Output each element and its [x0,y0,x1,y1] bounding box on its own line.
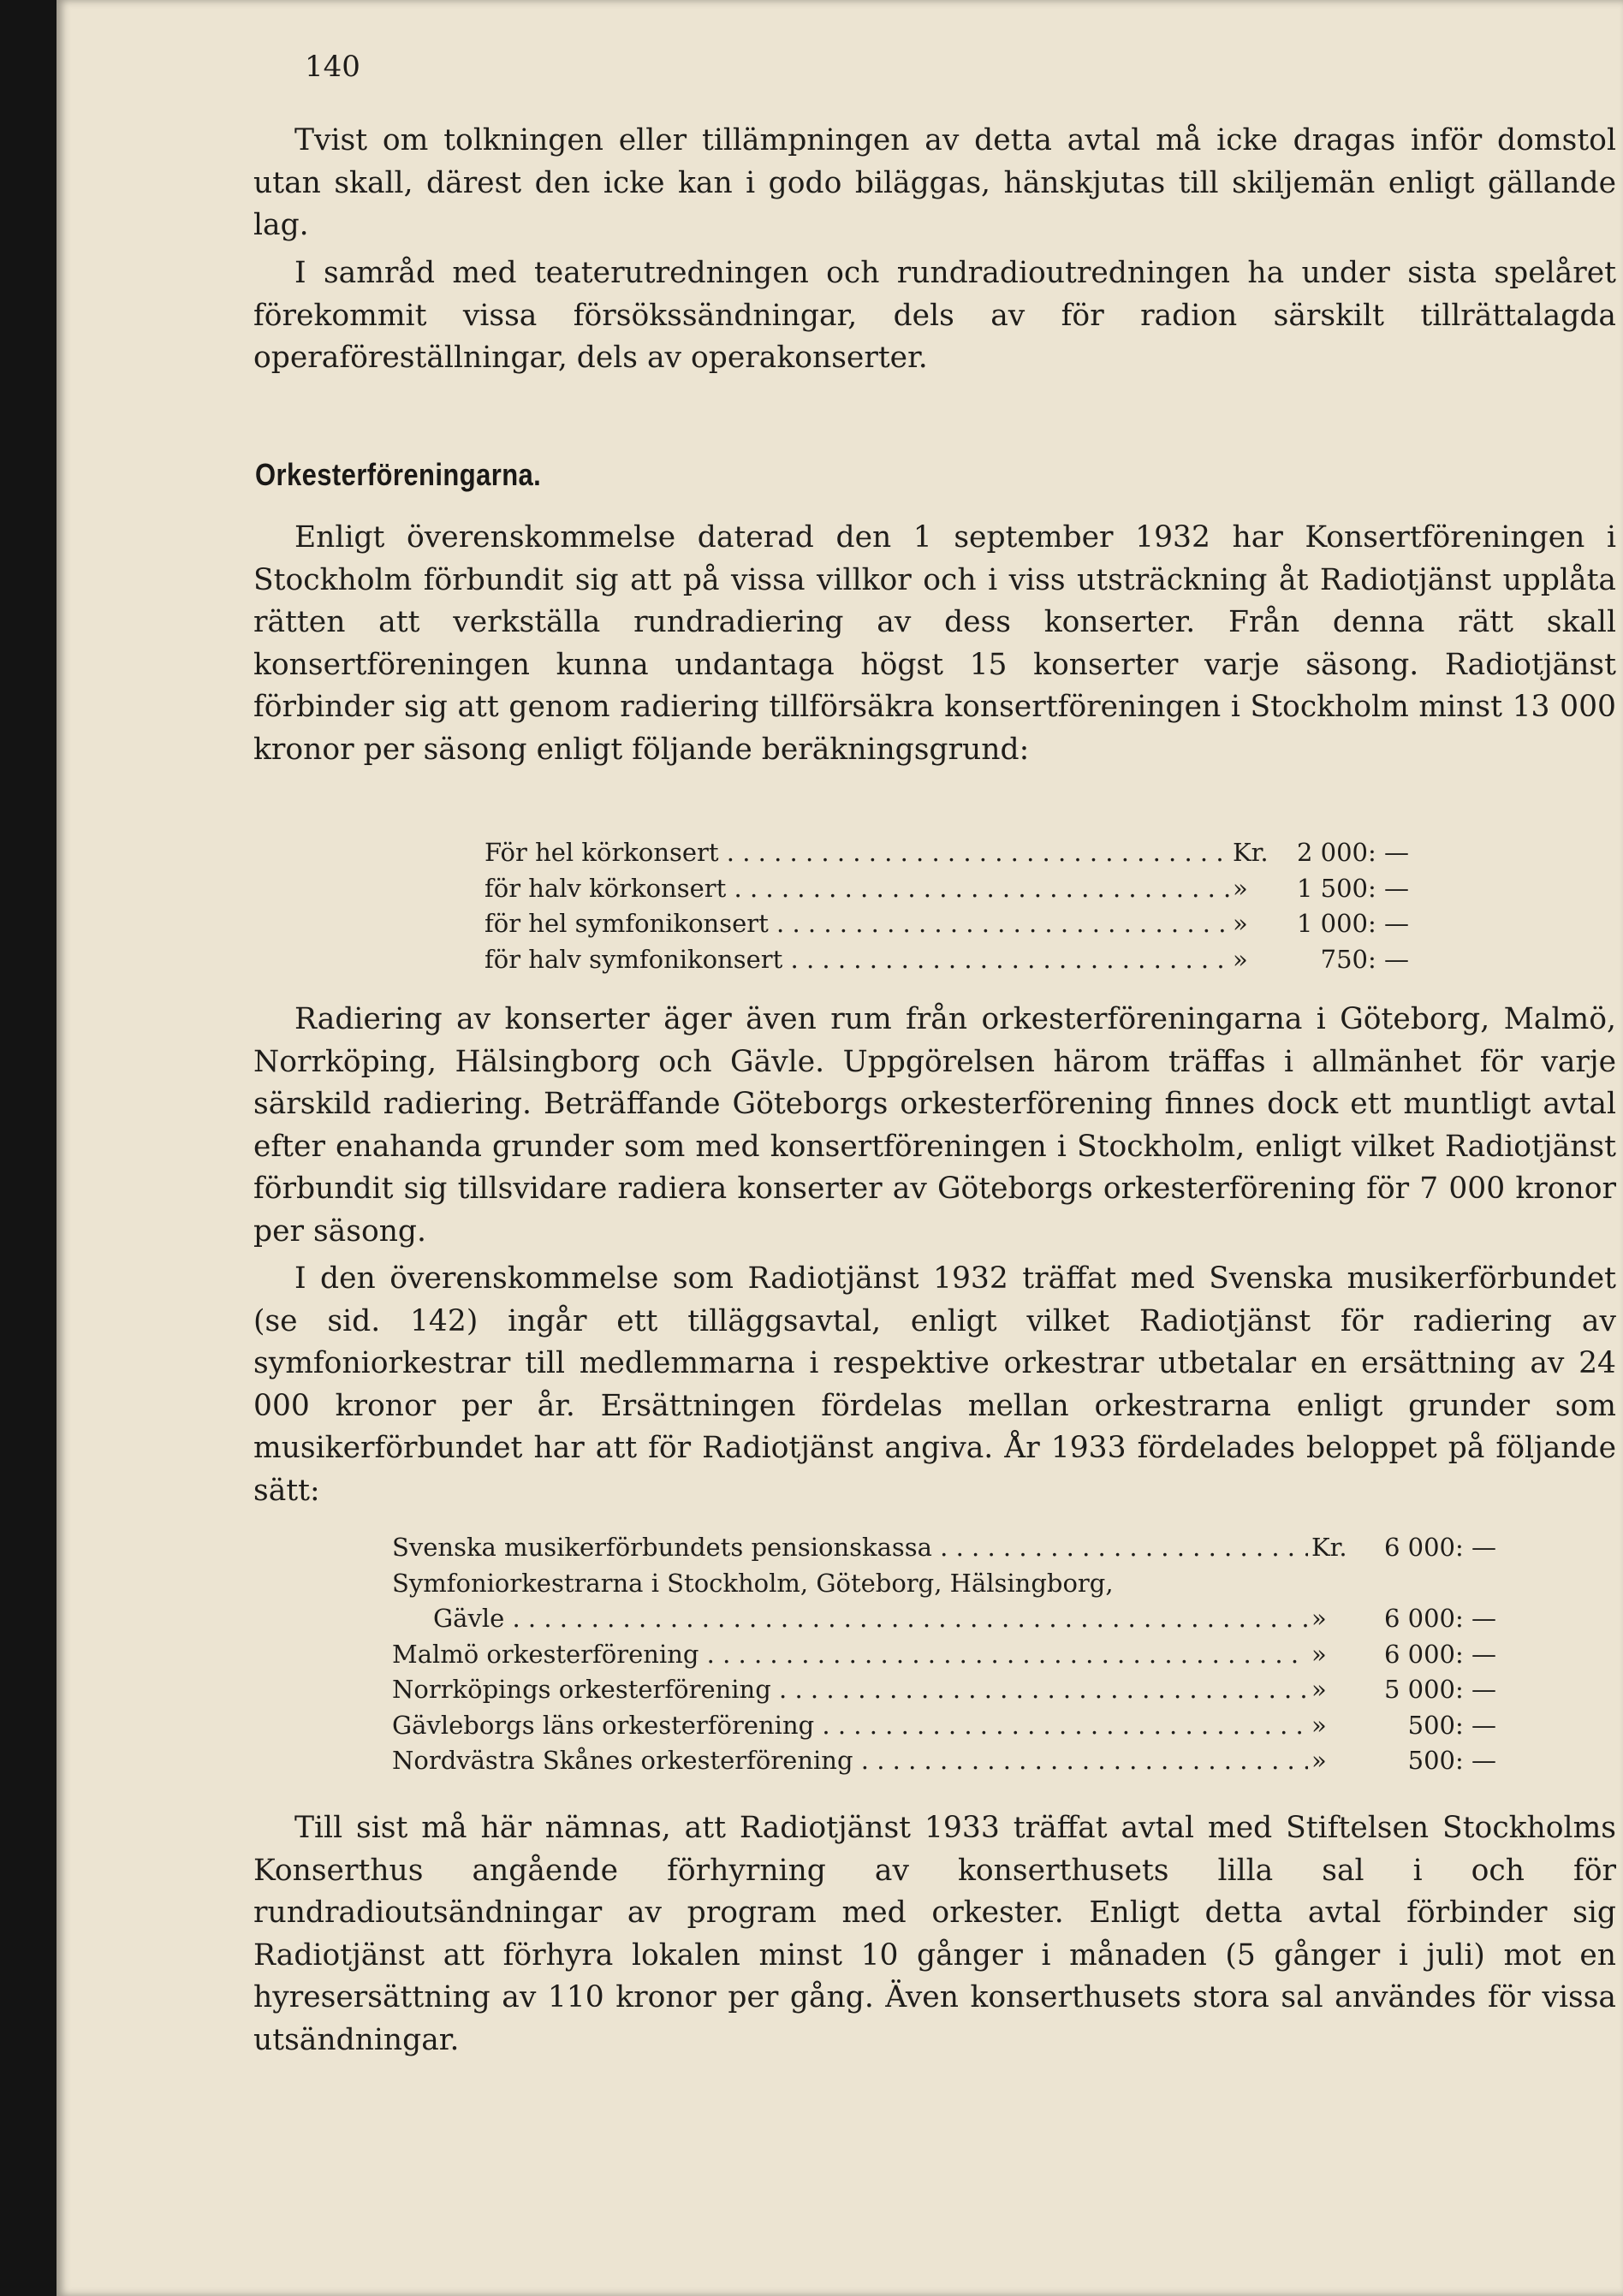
row-amount: 6 000: — [1383,1604,1496,1633]
paragraph-text: I samråd med teaterutredningen och rundradioutredningen ha under sista spelåret förekommit vissa försökssändningar, dels av för radion särskilt tillrättalagda operaföreställningar, dels av operakonserter. [253,256,1616,375]
row-label: Malmö orkesterförening . . . [392,1637,1308,1673]
row-label: Svenska musikerförbundets pensionskassa . . . [392,1530,1308,1566]
row-unit: » [1233,909,1248,938]
paragraph-konserthuset [253,1807,1616,2062]
row-unit: » [1233,944,1248,974]
row-unit: » [1311,1675,1327,1704]
table-row [392,1672,1496,1708]
table-row [392,1708,1496,1744]
paragraph-text: Till sist må här nämnas, att Radiotjänst 1933 träffat avtal med Stiftelsen Stockholms Konserthus angående förhyrning av konserthusets lilla sal i och för rundradioutsändningar av program med orkester. Enligt detta avtal förbinder sig Radiotjänst att förhyra lokalen minst 10 gånger i månaden (5 gånger i juli) mot en hyresersättning av 110 kronor per gång. Även konserthusets stora sal användes för vissa utsändningar. [253,1811,1616,2057]
row-amount: 6 000: — [1383,1639,1496,1669]
row-unit: Kr. [1311,1533,1347,1562]
row-amount: 2 000: — [1296,838,1409,867]
row-label: Norrköpings orkesterförening . . . [392,1672,1308,1708]
scanned-page [56,0,1623,2296]
paragraph-konsertforeningen [253,517,1616,771]
row-amount: 500: — [1407,1746,1496,1775]
paragraph-test-broadcasts [253,252,1616,380]
table-row [392,1601,1496,1637]
fee-table [485,835,1409,977]
row-unit: » [1311,1639,1327,1669]
table-row [392,1637,1496,1673]
row-unit: » [1233,873,1248,903]
paragraph-dispute [253,120,1616,247]
row-label: Gävleborgs läns orkesterförening . . . [392,1708,1308,1744]
table-row [392,1743,1496,1779]
row-amount: 1 000: — [1296,909,1409,938]
paragraph-other-orchestras [253,999,1616,1253]
row-label: för halv symfonikonsert . . . [485,942,1229,978]
row-amount: 500: — [1407,1710,1496,1740]
table-row [485,871,1409,907]
row-unit: » [1311,1710,1327,1740]
row-amount: 6 000: — [1383,1533,1496,1562]
paragraph-text: Enligt överenskommelse daterad den 1 september 1932 har Konsertföreningen i Stockholm förbundit sig att på vissa villkor och i viss utsträckning åt Radiotjänst upplåta rätten att verkställa rundradiering av dess konserter. Från denna rätt skall konsertföreningen kunna undantaga högst 15 konserter varje säsong. Radiotjänst förbinder sig att genom radiering tillförsäkra konsertföreningen i Stockholm minst 13 000 kronor per säsong enligt följande beräkningsgrund: [253,520,1616,767]
row-label: Nordvästra Skånes orkesterförening . . . [392,1743,1308,1779]
paragraph-musikerforbundet [253,1258,1616,1512]
row-label: För hel körkonsert . . . [485,835,1229,871]
table-row [392,1530,1496,1566]
row-label: Symfoniorkestrarna i Stockholm, Göteborg, Hälsingborg, [392,1568,1114,1598]
row-amount: 5 000: — [1383,1675,1496,1704]
paragraph-text: I den överenskommelse som Radiotjänst 1932 träffat med Svenska musikerförbundet (se sid. 142) ingår ett tilläggsavtal, enligt vilket Radiotjänst för radiering av symfoniorkestrar till medlemmarna i respektive orkestrar utbetalar en ersättning av 24 000 kronor per år. Ersättningen fördelas mellan orkestrarna enligt grunder som musikerförbundet har att för Radiotjänst angiva. År 1933 fördelades beloppet på följande sätt: [253,1261,1616,1508]
table-row [485,942,1409,978]
row-unit: » [1311,1746,1327,1775]
row-amount: 1 500: — [1296,873,1409,903]
table-row [392,1566,1496,1602]
table-row [485,835,1409,871]
row-label: för hel symfonikonsert . . . [485,906,1229,942]
table-row [485,906,1409,942]
distribution-table [392,1530,1496,1779]
section-heading: Orkesterföreningarna. [255,457,542,492]
row-unit: » [1311,1604,1327,1633]
row-label: för halv körkonsert . . . [485,871,1229,907]
row-unit: Kr. [1233,838,1269,867]
page-number: 140 [305,50,360,84]
row-amount: 750: — [1320,944,1409,974]
paragraph-text: Tvist om tolkningen eller tillämpningen av detta avtal må icke dragas inför domstol utan skall, därest den icke kan i godo biläggas, hänskjutas till skiljemän enligt gällande lag. [253,123,1616,242]
paragraph-text: Radiering av konserter äger även rum från orkesterföreningarna i Göteborg, Malmö, Norrköping, Hälsingborg och Gävle. Uppgörelsen härom träffas i allmänhet för varje särskild radiering. Beträffande Göteborgs orkesterförening finnes dock ett muntligt avtal efter enahanda grunder som med konsertföreningen i Stockholm, enligt vilket Radiotjänst förbundit sig tillsvidare radiera konserter av Göteborgs orkesterförening för 7 000 kronor per säsong. [253,1002,1616,1249]
row-label: Gävle . . . [392,1601,1308,1637]
